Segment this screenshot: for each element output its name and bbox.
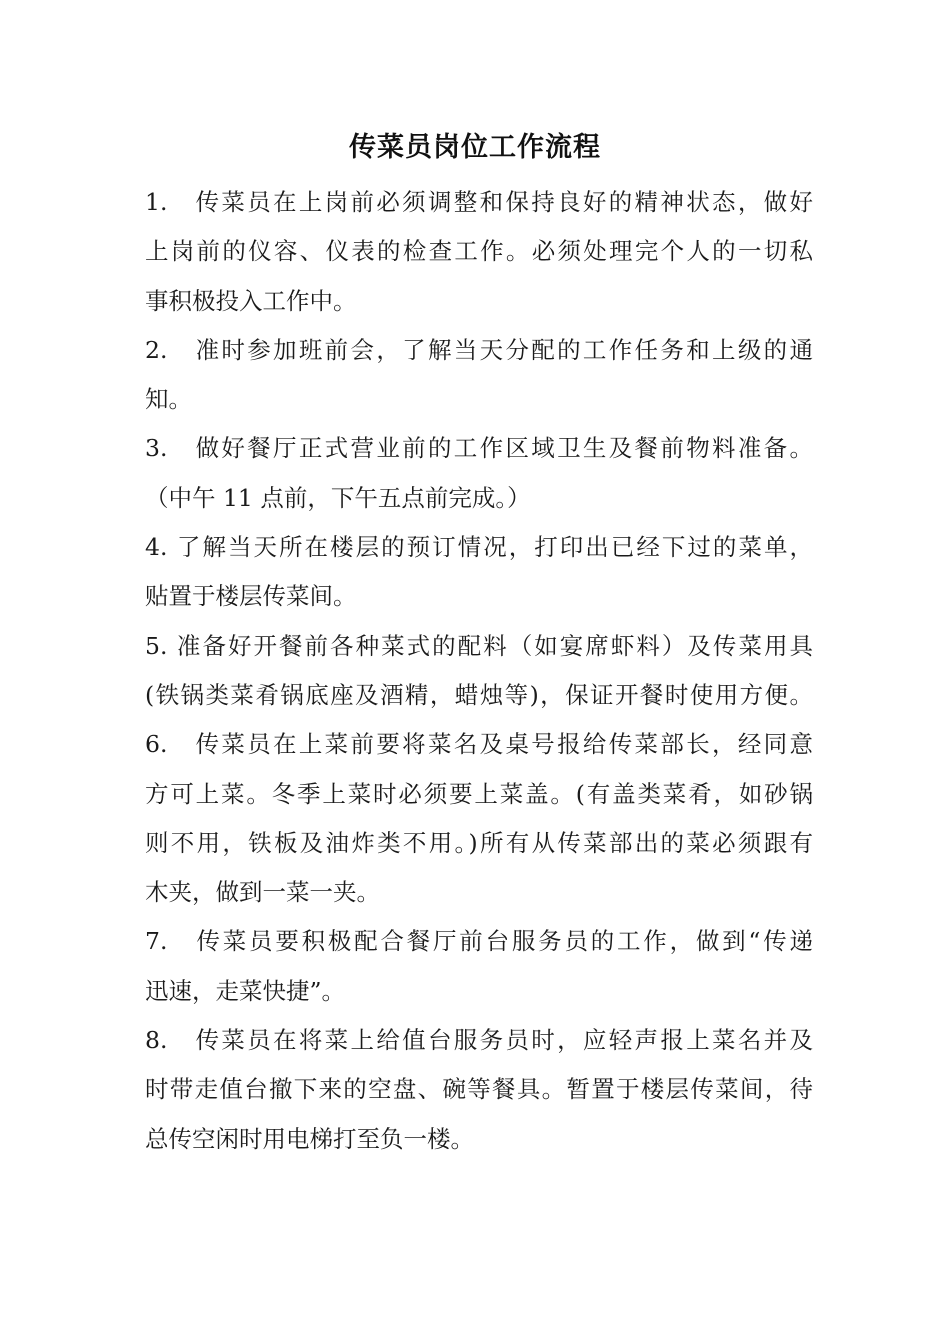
body-line: 7. 传菜员要积极配合餐厅前台服务员的工作，做到“传递 <box>145 927 813 956</box>
body-line: 时带走值台撤下来的空盘、碗等餐具。暂置于楼层传菜间，待 <box>145 1075 813 1104</box>
document-body <box>145 178 813 1164</box>
body-line: 4. 了解当天所在楼层的预订情况，打印出已经下过的菜单， <box>145 533 813 562</box>
body-line: 木夹，做到一菜一夹。 <box>145 878 380 907</box>
body-line: 事积极投入工作中。 <box>145 286 357 315</box>
body-line: 2. 准时参加班前会，了解当天分配的工作任务和上级的通 <box>145 335 813 364</box>
body-line: 6. 传菜员在上菜前要将菜名及桌号报给传菜部长，经同意 <box>145 730 813 759</box>
body-line: (铁锅类菜肴锅底座及酒精，蜡烛等)，保证开餐时使用方便。 <box>145 680 813 709</box>
body-line: 1. 传菜员在上岗前必须调整和保持良好的精神状态，做好 <box>145 188 813 216</box>
body-line: 方可上菜。冬季上菜时必须要上菜盖。(有盖类菜肴，如砂锅 <box>145 779 813 808</box>
body-line: 总传空闲时用电梯打至负一楼。 <box>145 1124 474 1153</box>
body-line: 知。 <box>145 385 192 414</box>
body-line: 8. 传菜员在将菜上给值台服务员时，应轻声报上菜名并及 <box>145 1026 813 1055</box>
body-line: 贴置于楼层传菜间。 <box>145 582 357 611</box>
document-title: 传菜员岗位工作流程 <box>349 132 601 163</box>
body-line: 5. 准备好开餐前各种菜式的配料（如宴席虾料）及传菜用具 <box>145 631 813 660</box>
body-line: 上岗前的仪容、仪表的检查工作。必须处理完个人的一切私 <box>145 237 813 266</box>
body-line: 则不用，铁板及油炸类不用。)所有从传菜部出的菜必须跟有 <box>145 828 813 857</box>
body-line: 3. 做好餐厅正式营业前的工作区域卫生及餐前物料准备。 <box>145 434 813 463</box>
body-line: 迅速，走菜快捷”。 <box>145 976 346 1005</box>
body-line: （中午 11 点前，下午五点前完成。） <box>145 483 531 512</box>
